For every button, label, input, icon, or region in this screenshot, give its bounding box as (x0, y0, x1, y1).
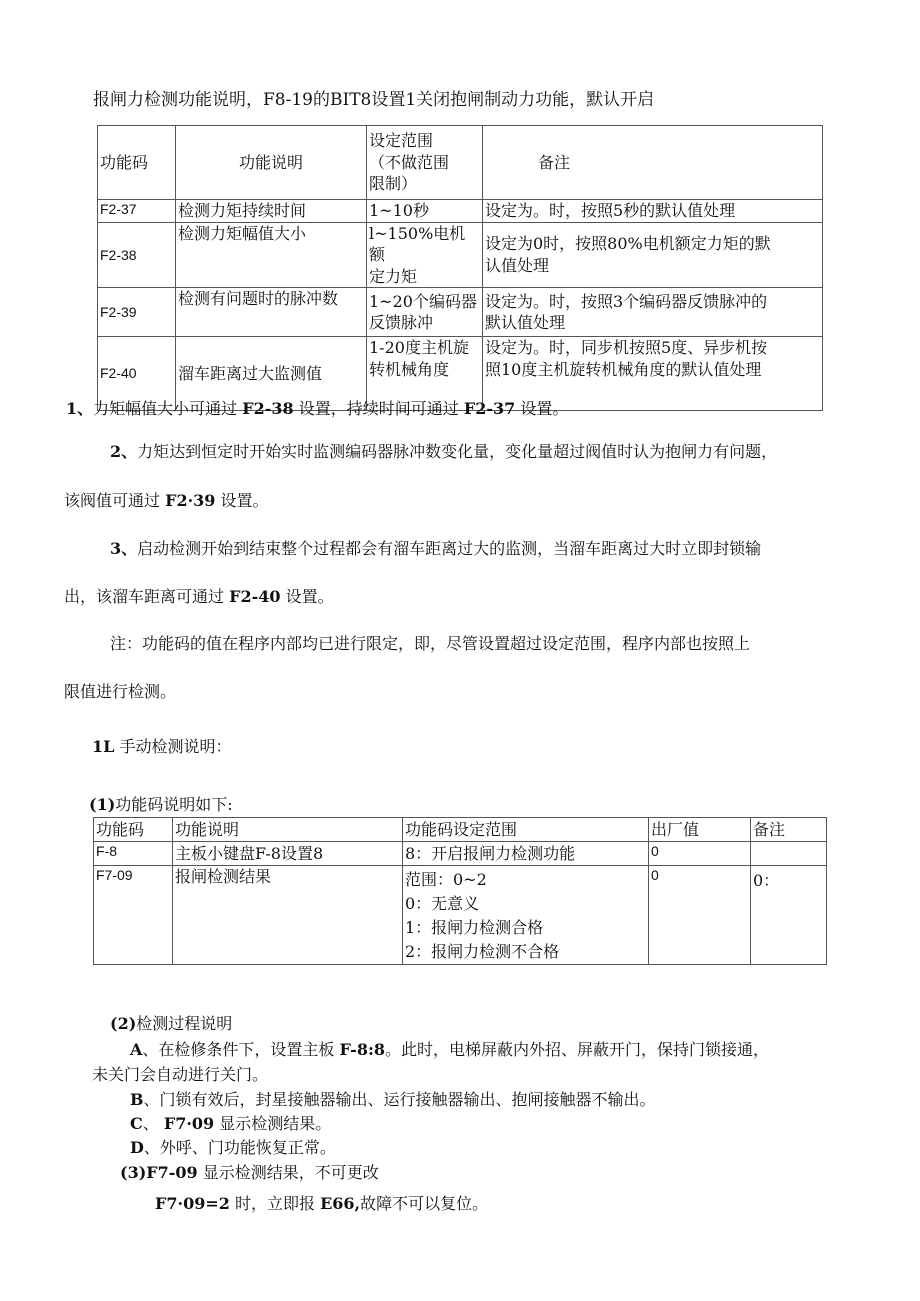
param-note: 设定为。时，按照3个编码器反馈脉冲的 默认值处理 (483, 288, 823, 337)
param-code: F2-39 (98, 288, 176, 337)
param-code: F2-38 (98, 222, 176, 288)
subsection-3-title: (3)F7-09 显示检测结果，不可更改 (120, 1163, 379, 1182)
param-note (751, 842, 827, 866)
header-note: 备注 (483, 126, 823, 200)
param-note: 设定为。时，同步机按照5度、异步机按 照10度主机旋转机械角度的默认值处理 (483, 337, 823, 411)
param-desc: 检测力矩幅值大小 (176, 222, 367, 288)
paragraph-1: 1、力矩幅值大小可通过 F2-38 设置，持续时间可通过 F2-37 设置。 (66, 399, 569, 418)
paragraph-3-line2: 出，该溜车距离可通过 F2-40 设置。 (64, 587, 334, 606)
param-desc: 检测有问题时的脉冲数 (176, 288, 367, 337)
header-range: 设定范围 （不做范围 限制） (367, 126, 483, 200)
param-desc: 溜车距离过大监测值 (176, 337, 367, 411)
paragraph-3-line1: 3、启动检测开始到结束整个过程都会有溜车距离过大的监测，当溜车距离过大时立即封锁输 (110, 539, 762, 558)
param-range: 1-20度主机旋 转机械角度 (367, 337, 483, 411)
header-code: 功能码 (94, 818, 173, 842)
page-heading: 报闸力检测功能说明，F8-19的BIT8设置1关闭抱闸制动力功能，默认开启 (93, 90, 655, 110)
header-desc: 功能说明 (173, 818, 403, 842)
note-line1: 注：功能码的值在程序内部均已进行限定，即，尽管设置超过设定范围，程序内部也按照上 (110, 634, 751, 653)
param-factory: 0 (649, 866, 751, 965)
final-line: F7·09=2 时，立即报 E66,故障不可以复位。 (155, 1194, 489, 1213)
paragraph-2-line2: 该阀值可通过 F2·39 设置。 (64, 491, 269, 510)
param-note: 设定为。时，按照5秒的默认值处理 (483, 200, 823, 223)
param-range: l~150%电机额 定力矩 (367, 222, 483, 288)
function-code-table (93, 817, 827, 965)
header-desc: 功能说明 (176, 126, 367, 200)
table-row (98, 222, 823, 288)
paragraph-2-line1: 2、力矩达到恒定时开始实时监测编码器脉冲数变化量，变化量超过阀值时认为抱闸力有问题， (110, 442, 778, 461)
param-range: 8：开启报闸力检测功能 (403, 842, 649, 866)
subsection-1-title: (1)功能码说明如下: (89, 795, 233, 814)
header-range: 功能码设定范围 (403, 818, 649, 842)
header-factory: 出厂值 (649, 818, 751, 842)
param-code: F2-37 (98, 200, 176, 223)
table-header-row (94, 818, 827, 842)
param-note: 设定为0时，按照80%电机额定力矩的默 认值处理 (483, 222, 823, 288)
section-title: 1L 手动检测说明： (92, 737, 232, 756)
param-desc: 检测力矩持续时间 (176, 200, 367, 223)
param-factory: 0 (649, 842, 751, 866)
param-code: F2-40 (98, 337, 176, 411)
table-row (98, 288, 823, 337)
step-c: C、 F7·09 显示检测结果。 (130, 1114, 332, 1133)
header-note: 备注 (751, 818, 827, 842)
param-note: 0： (751, 866, 827, 965)
table-row (94, 866, 827, 965)
step-d: D、外呼、门功能恢复正常。 (130, 1138, 336, 1157)
subsection-2-title: (2)检测过程说明 (110, 1014, 233, 1033)
param-code: F7-09 (94, 866, 173, 965)
param-desc: 主板小键盘F-8设置8 (173, 842, 403, 866)
param-range: 1~20个编码器 反馈脉冲 (367, 288, 483, 337)
header-code: 功能码 (98, 126, 176, 200)
table-row (98, 200, 823, 223)
param-code: F-8 (94, 842, 173, 866)
param-desc: 报闸检测结果 (173, 866, 403, 965)
param-range: 范围：0~2 0：无意义 1：报闸力检测合格 2：报闸力检测不合格 (403, 866, 649, 965)
note-line2: 限值进行检测。 (64, 682, 177, 701)
step-a-line2: 未关门会自动进行关门。 (92, 1065, 269, 1084)
param-range: 1~10秒 (367, 200, 483, 223)
step-b: B、门锁有效后，封星接触器输出、运行接触器输出、抱闸接触器不输出。 (130, 1090, 656, 1109)
table-header-row (98, 126, 823, 200)
table-row (94, 842, 827, 866)
threshold-params-table (97, 125, 823, 411)
step-a-line1: A、在检修条件下，设置主板 F-8:8。此时，电梯屏蔽内外招、屏蔽开门，保持门锁接通， (130, 1040, 769, 1059)
